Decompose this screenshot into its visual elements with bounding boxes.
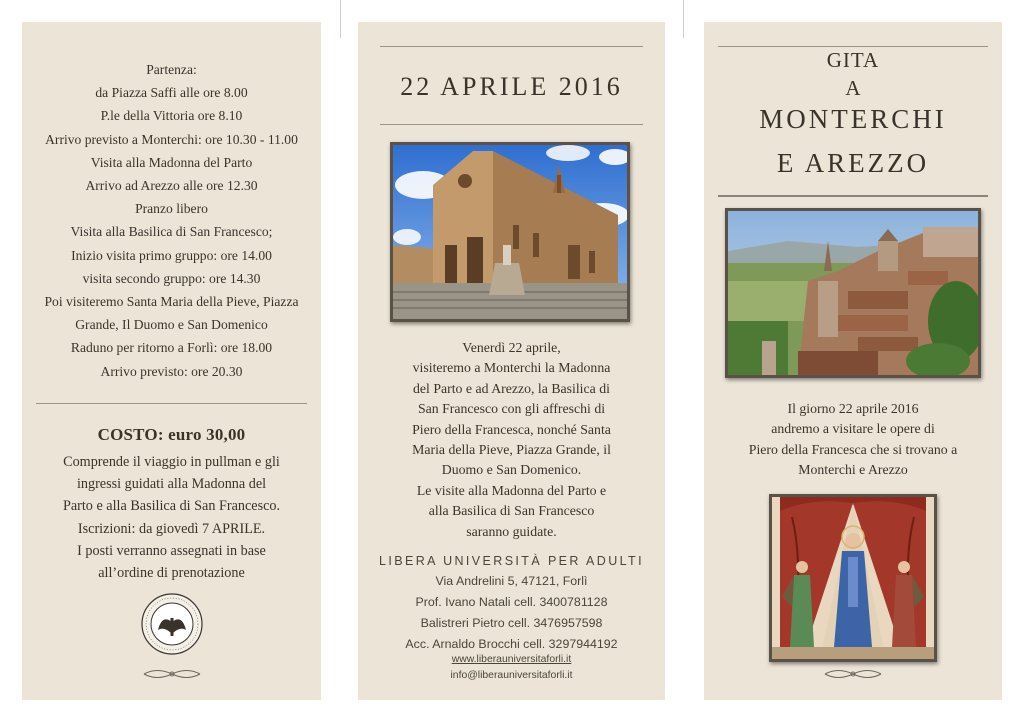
panel-schedule	[22, 22, 321, 700]
divider	[380, 124, 643, 125]
website-link[interactable]: www.liberauniversitaforli.it	[451, 654, 572, 665]
fold-mark	[340, 0, 341, 38]
description-line: saranno guidate.	[466, 523, 557, 539]
schedule-line: Raduno per ritorno a Forlì: ore 18.00	[70, 340, 273, 356]
panel-overview	[358, 22, 665, 700]
panel-cover	[704, 22, 1002, 700]
fold-mark	[683, 0, 684, 38]
web-links	[358, 652, 665, 683]
title-line: GITA	[826, 48, 880, 72]
cost-line: Comprende il viaggio in pullman e gli	[63, 454, 280, 470]
schedule-line: P.le della Vittoria ore 8.10	[100, 108, 243, 124]
description-line: Monterchi e Arezzo	[798, 462, 908, 478]
contact-info	[358, 571, 665, 655]
description-line: andremo a visitare le opere di	[771, 421, 935, 437]
ornament-icon	[823, 666, 883, 682]
cost-details	[22, 451, 321, 584]
cost-line: ingressi guidati alla Madonna del	[76, 476, 267, 493]
divider	[380, 46, 643, 47]
schedule-line: Arrivo ad Arezzo alle ore 12.30	[85, 178, 258, 194]
description-line: Piero della Francesca che si trovano a	[748, 441, 958, 457]
email-link[interactable]: info@liberauniversitaforli.it	[450, 669, 573, 681]
ornament-icon	[142, 666, 202, 682]
schedule-line: Inizio visita primo gruppo: ore 14.00	[71, 247, 272, 263]
description-line: Maria della Pieve, Piazza Grande, il	[412, 442, 611, 458]
organization-name: LIBERA UNIVERSITÀ PER ADULTI	[379, 554, 644, 568]
contact-line: Balistreri Pietro cell. 3476957598	[420, 616, 603, 630]
schedule-line: Arrivo previsto a Monterchi: ore 10.30 - 11.00	[45, 131, 298, 147]
event-description	[358, 338, 665, 542]
contact-line: Acc. Arnaldo Brocchi cell. 3297944192	[405, 637, 618, 651]
schedule-line: Visita alla Basilica di San Francesco;	[70, 224, 273, 240]
description-line: visiteremo a Monterchi la Madonna	[412, 360, 611, 376]
description-line: San Francesco con gli affreschi di	[417, 401, 606, 417]
schedule-line: Partenza:	[146, 62, 197, 77]
title-line: A	[845, 76, 861, 100]
schedule-line: Poi visiteremo Santa Maria della Pieve, Piazza	[44, 294, 299, 310]
description-line: Piero della Francesca, nonché Santa	[412, 421, 611, 437]
description-line: Le visite alla Madonna del Parto e	[416, 482, 607, 498]
contact-line: Prof. Ivano Natali cell. 3400781128	[415, 595, 608, 609]
divider	[718, 46, 988, 47]
divider	[36, 403, 307, 404]
schedule-line: visita secondo gruppo: ore 14.30	[82, 270, 261, 286]
madonna-del-parto-fresco	[769, 494, 937, 662]
arezzo-town-photo	[725, 208, 981, 378]
schedule-line: da Piazza Saffi alle ore 8.00	[95, 85, 248, 101]
description-line: Il giorno 22 aprile 2016	[787, 401, 919, 416]
cost-line: I posti verranno assegnati in base	[77, 542, 266, 559]
schedule-line: Visita alla Madonna del Parto	[90, 154, 253, 170]
schedule-line: Pranzo libero	[135, 201, 208, 217]
description-line: alla Basilica di San Francesco	[428, 503, 595, 519]
description-line: Venerdì 22 aprile,	[462, 340, 561, 355]
title-line: MONTERCHI	[759, 104, 947, 134]
cost-line: Parto e alla Basilica di San Francesco.	[62, 498, 281, 515]
schedule-line: Grande, Il Duomo e San Domenico	[75, 317, 268, 333]
description-line: del Parto e ad Arezzo, la Basilica di	[413, 380, 610, 396]
description-line: Duomo e San Domenico.	[441, 462, 582, 478]
cover-description	[704, 399, 1002, 481]
schedule-list	[22, 58, 321, 383]
event-date: 22 APRILE 2016	[400, 72, 623, 101]
cathedral-photo	[390, 142, 630, 322]
contact-line: Via Andrelini 5, 47121, Forlì	[435, 574, 588, 588]
cost-title: COSTO: euro 30,00	[97, 425, 246, 444]
divider	[718, 195, 988, 197]
schedule-line: Arrivo previsto: ore 20.30	[100, 363, 243, 379]
cost-line: all’ordine di prenotazione	[98, 565, 245, 582]
title-line: E AREZZO	[776, 148, 930, 178]
university-seal-logo	[140, 592, 204, 656]
cost-line: Iscrizioni: da giovedì 7 APRILE.	[77, 520, 266, 537]
